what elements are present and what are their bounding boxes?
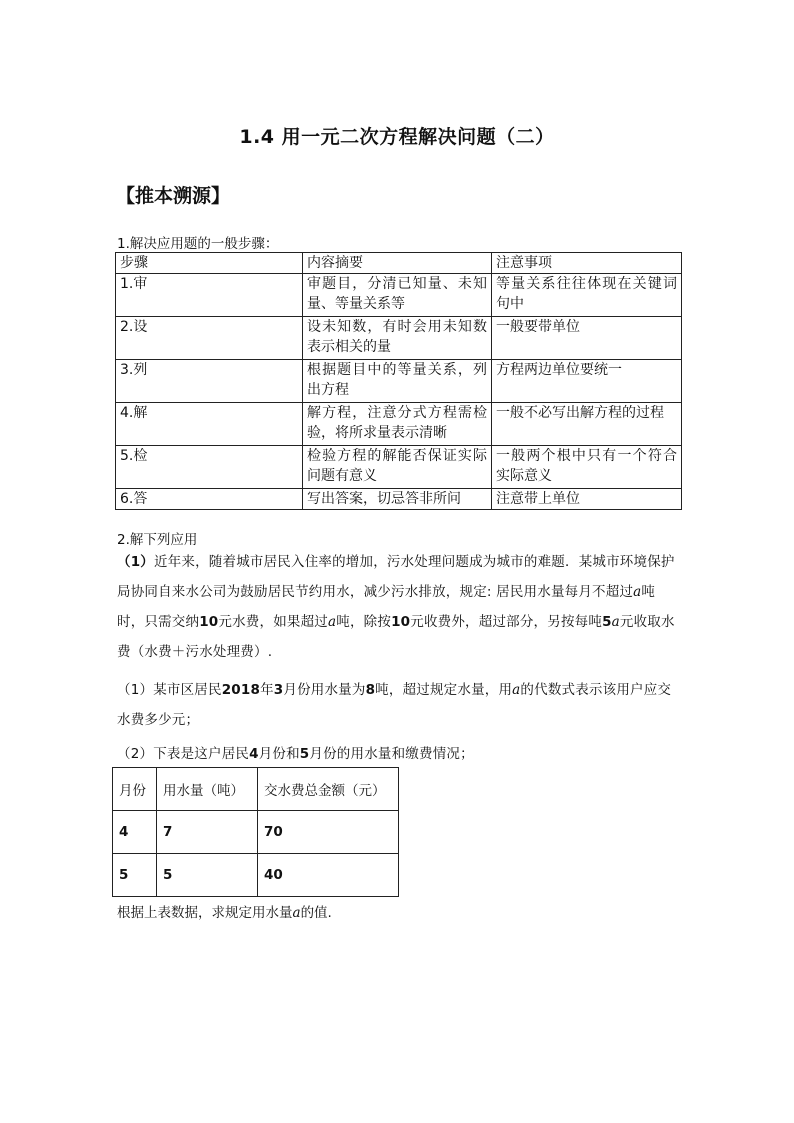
month-cell: 4	[113, 811, 157, 854]
summary-cell: 根据题目中的等量关系，列出方程	[303, 360, 492, 403]
table-row	[113, 811, 399, 854]
problem-paragraph	[117, 547, 677, 667]
notes-cell: 一般要带单位	[492, 317, 682, 360]
question-2	[117, 739, 677, 769]
summary-cell: 审题目，分清已知量、未知量、等量关系等	[303, 274, 492, 317]
header-cell: 内容摘要	[303, 253, 492, 274]
variable-a: a	[633, 584, 642, 600]
variable-a: a	[611, 614, 620, 630]
problem-label: （1）	[117, 554, 154, 570]
variable-a: a	[512, 682, 521, 698]
number: 2018	[221, 682, 261, 698]
notes-cell: 一般两个根中只有一个符合实际意义	[492, 446, 682, 489]
fee-table	[112, 767, 399, 897]
step-cell: 2.设	[116, 317, 303, 360]
page-title: 1.4 用一元二次方程解决问题（二）	[239, 126, 555, 148]
question-text: 吨，超过规定水量，用	[375, 682, 513, 698]
header-cell: 注意事项	[492, 253, 682, 274]
notes-cell: 一般不必写出解方程的过程	[492, 403, 682, 446]
number: 8	[365, 682, 376, 698]
problem-text: 元收费外，超过部分，另按每吨	[410, 614, 603, 630]
notes-cell: 等量关系往往体现在关键词句中	[492, 274, 682, 317]
question-text: （2）下表是这户居民	[117, 746, 250, 762]
question-text: 月份和	[258, 746, 300, 762]
summary-cell: 写出答案，切忌答非所问	[303, 489, 492, 510]
problem-text: 吨，除按	[336, 614, 392, 630]
conclusion	[117, 901, 332, 921]
step-cell: 5.检	[116, 446, 303, 489]
problem-text: 元水费，如果超过	[218, 614, 328, 630]
table-row	[116, 360, 682, 403]
header-cell: 交水费总金额（元）	[258, 768, 399, 811]
table-row	[116, 403, 682, 446]
header-cell: 月份	[113, 768, 157, 811]
usage-cell: 7	[157, 811, 258, 854]
fee-cell: 40	[258, 854, 399, 897]
step-cell: 3.列	[116, 360, 303, 403]
number: 4	[249, 746, 259, 762]
table-row	[116, 274, 682, 317]
variable-a: a	[328, 614, 337, 630]
fee-table-header	[113, 768, 399, 811]
header-cell: 用水量（吨）	[157, 768, 258, 811]
steps-intro: 1.解决应用题的一般步骤：	[117, 236, 279, 252]
step-cell: 1.审	[116, 274, 303, 317]
steps-table-header	[116, 253, 682, 274]
problem-text: 元收取水费（水费＋污水处理费）.	[117, 614, 675, 660]
notes-cell: 方程两边单位要统一	[492, 360, 682, 403]
table-row	[116, 317, 682, 360]
variable-a: a	[292, 905, 301, 921]
question-text: （1）某市区居民	[117, 682, 222, 698]
table-row	[116, 489, 682, 510]
question-text: 月份用水量为	[283, 682, 366, 698]
summary-cell: 解方程，注意分式方程需检验，将所求量表示清晰	[303, 403, 492, 446]
section-heading: 【推本溯源】	[116, 185, 231, 207]
conclusion-text: 的值.	[300, 905, 332, 921]
question-text: 的代数式表示该用户应交水费多少元；	[117, 682, 672, 728]
number: 3	[273, 682, 284, 698]
problem-text: 吨时，只需交纳	[117, 584, 656, 630]
fee-cell: 70	[258, 811, 399, 854]
step-cell: 4.解	[116, 403, 303, 446]
summary-cell: 设未知数，有时会用未知数表示相关的量	[303, 317, 492, 360]
number: 5	[299, 746, 310, 762]
question-text: 月份的用水量和缴费情况；	[309, 746, 474, 762]
conclusion-text: 根据上表数据，求规定用水量	[117, 905, 293, 921]
question-1	[117, 675, 677, 735]
number: 10	[391, 614, 411, 630]
number: 5	[602, 614, 612, 630]
problem-text: 近年来，随着城市居民入住率的增加，污水处理问题成为城市的难题．某城市环境保护局协同自来水公司为鼓励居民节约用水，减少污水排放，规定: 居民用水量每月不超过	[117, 554, 675, 600]
usage-cell: 5	[157, 854, 258, 897]
table-row	[116, 446, 682, 489]
step-cell: 6.答	[116, 489, 303, 510]
summary-cell: 检验方程的解能否保证实际问题有意义	[303, 446, 492, 489]
problems-intro: 2.解下列应用	[117, 532, 198, 548]
number: 10	[199, 614, 219, 630]
steps-table	[115, 252, 682, 510]
header-cell: 步骤	[116, 253, 303, 274]
notes-cell: 注意带上单位	[492, 489, 682, 510]
question-text: 年	[260, 682, 274, 698]
table-row	[113, 854, 399, 897]
month-cell: 5	[113, 854, 157, 897]
